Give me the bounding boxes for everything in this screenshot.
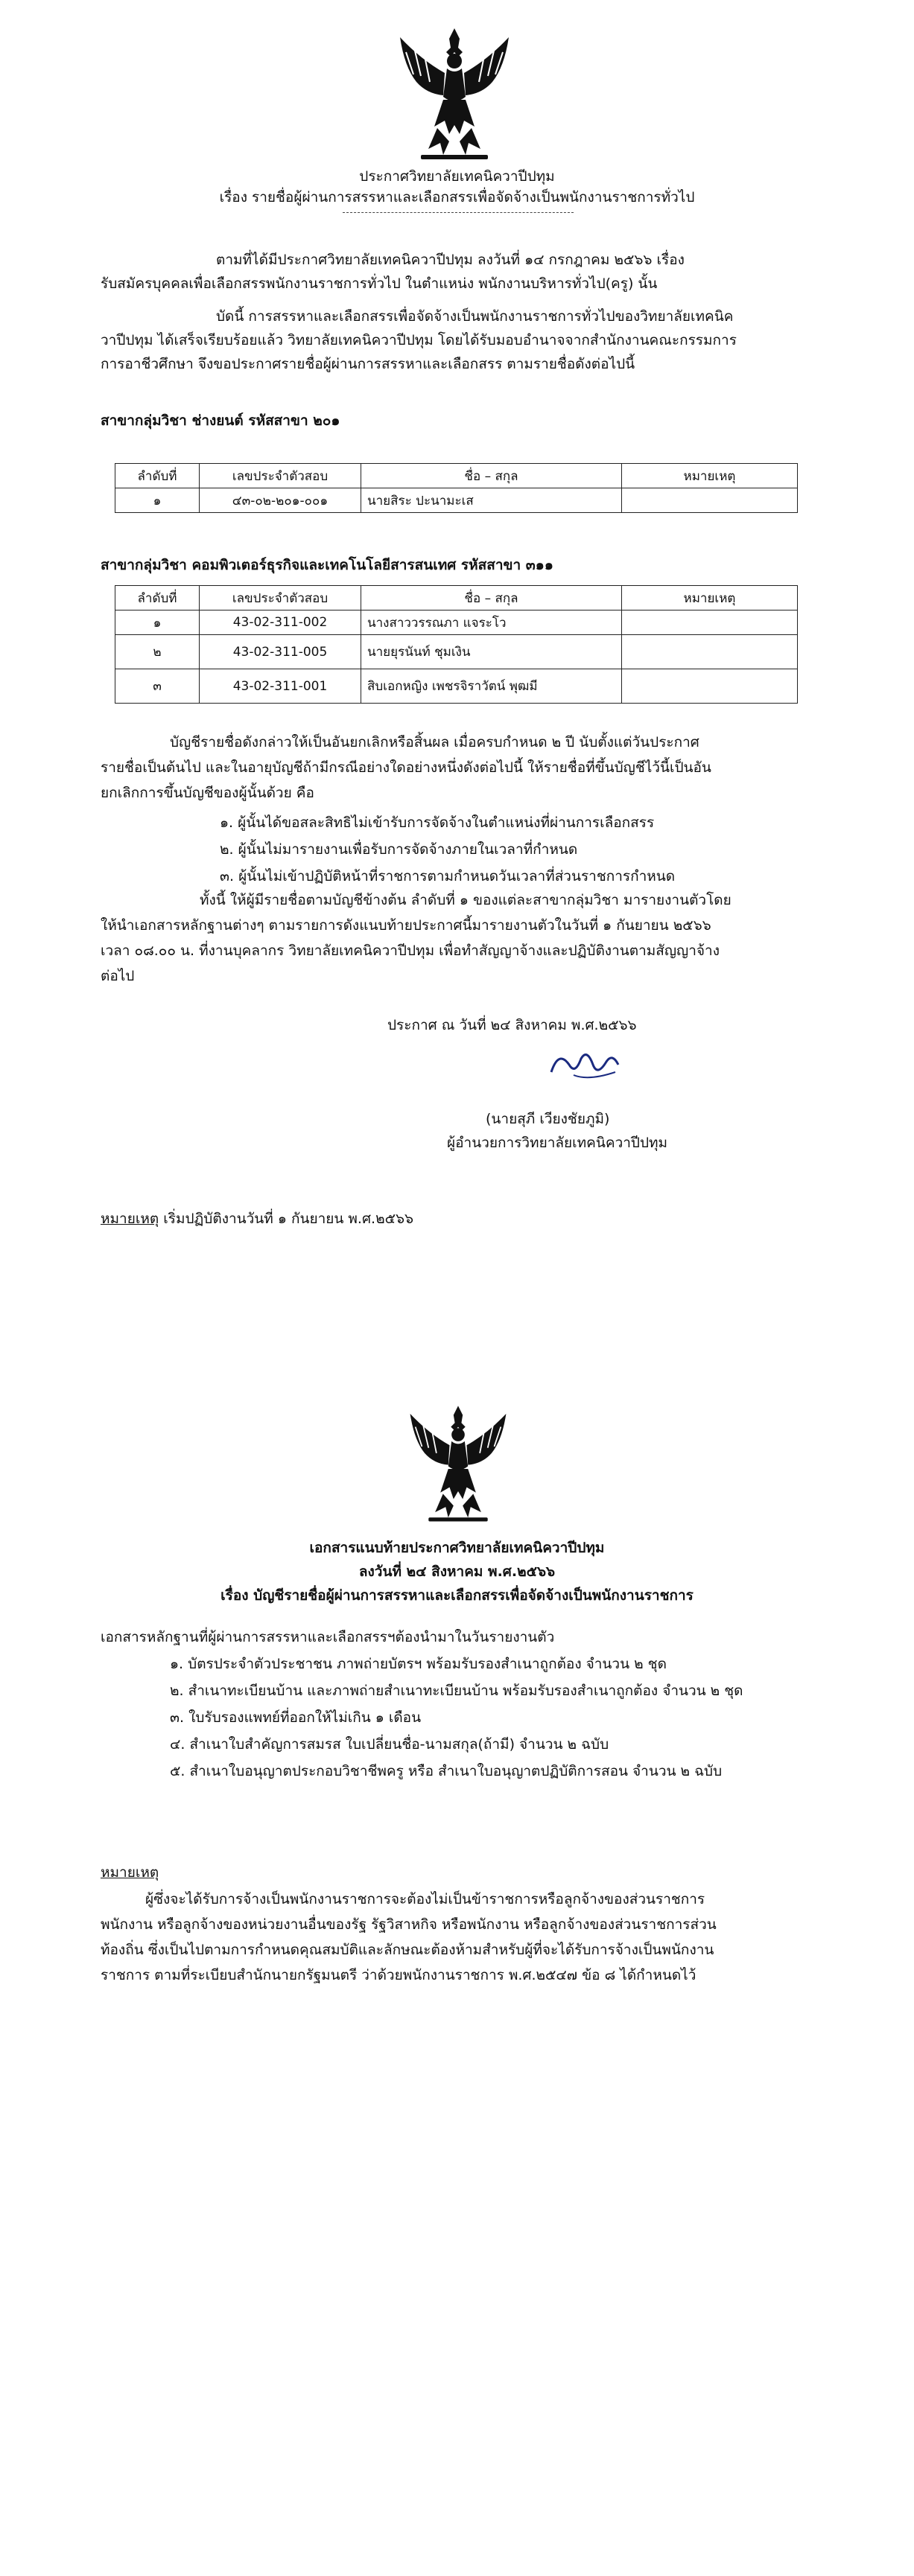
paragraph-line: ให้นำเอกสารหลักฐานต่างๆ ตามรายการดังแนบท้ายประกาศนี้มารายงานตัวในวันที่ ๑ กันยายน ๒๕๖๖: [101, 917, 711, 934]
table-row: [115, 610, 798, 635]
document-item: ๓. ใบรับรองแพทย์ที่ออกให้ไม่เกิน ๑ เดือน: [170, 1709, 422, 1726]
condition-item: ๒. ผู้นั้นไม่มารายงานเพื่อรับการจัดจ้างภายในเวลาที่กำหนด: [220, 841, 578, 858]
row-number: ๑: [115, 488, 200, 513]
attachment-header: เอกสารแนบท้ายประกาศวิทยาลัยเทคนิควาปีปทุม: [309, 1540, 605, 1556]
document-item: ๒. สำเนาทะเบียนบ้าน และภาพถ่ายสำเนาทะเบียนบ้าน พร้อมรับรองสำเนาถูกต้อง จำนวน ๒ ชุด: [170, 1683, 743, 1699]
candidate-name: นางสาววรรณภา แจระโว: [361, 610, 622, 635]
garuda-emblem: [402, 1400, 514, 1526]
paragraph-line: ตามที่ได้มีประกาศวิทยาลัยเทคนิควาปีปทุม ลงวันที่ ๑๔ กรกฎาคม ๒๕๖๖ เรื่อง: [216, 252, 685, 268]
signature: [544, 1042, 626, 1087]
column-header: ลำดับที่: [115, 464, 200, 488]
paragraph-line: รับสมัครบุคคลเพื่อเลือกสรรพนักงานราชการทั่วไป ในตำแหน่ง พนักงานบริหารทั่วไป(ครู) นั้น: [101, 275, 658, 292]
candidate-name: นายสิระ ปะนามะเส: [361, 488, 622, 513]
row-number: ๓: [115, 669, 200, 704]
paragraph-line: ทั้งนี้ ให้ผู้มีรายชื่อตามบัญชีข้างต้น ลำดับที่ ๑ ของแต่ละสาขากลุ่มวิชา มารายงานตัวโดย: [200, 892, 731, 908]
note-cell: [622, 669, 798, 704]
column-header: ลำดับที่: [115, 586, 200, 610]
row-number: ๑: [115, 610, 200, 635]
document-item: ๕. สำเนาใบอนุญาตประกอบวิชาชีพครู หรือ สำเนาใบอนุญาตปฏิบัติการสอน จำนวน ๒ ฉบับ: [170, 1763, 723, 1779]
paragraph-line: การอาชีวศึกษา จึงขอประกาศรายชื่อผู้ผ่านการสรรหาและเลือกสรร ตามรายชื่อดังต่อไปนี้: [101, 356, 635, 372]
table-row: [115, 635, 798, 669]
paragraph-line: บัญชีรายชื่อดังกล่าวให้เป็นอันยกเลิกหรือสิ้นผล เมื่อครบกำหนด ๒ ปี นับตั้งแต่วันประกาศ: [170, 734, 699, 750]
column-header: หมายเหตุ: [622, 586, 798, 610]
announcement-header: ประกาศวิทยาลัยเทคนิควาปีปทุม: [359, 168, 555, 185]
condition-item: ๓. ผู้นั้นไม่เข้าปฏิบัติหน้าที่ราชการตามกำหนดวันเวลาที่ส่วนราชการกำหนด: [220, 868, 676, 884]
paragraph-line: บัดนี้ การสรรหาและเลือกสรรเพื่อจัดจ้างเป็นพนักงานราชการทั่วไปของวิทยาลัยเทคนิค: [216, 308, 734, 325]
attachment-subject: เรื่อง บัญชีรายชื่อผู้ผ่านการสรรหาและเลือกสรรเพื่อจัดจ้างเป็นพนักงานราชการ: [220, 1587, 694, 1604]
signer-name: (นายสุภี เวียงชัยภูมิ): [486, 1111, 610, 1127]
exam-id: 43-02-311-001: [200, 669, 361, 704]
remark-text: เริ่มปฏิบัติงานวันที่ ๑ กันยายน พ.ศ.๒๕๖๖: [159, 1211, 414, 1227]
remark-line: ผู้ซึ่งจะได้รับการจ้างเป็นพนักงานราชการจะต้องไม่เป็นข้าราชการหรือลูกจ้างของส่วนราชการ: [145, 1891, 705, 1907]
documents-intro: เอกสารหลักฐานที่ผู้ผ่านการสรรหาและเลือกสรรฯต้องนำมาในวันรายงานตัว: [101, 1629, 555, 1645]
note-cell: [622, 488, 798, 513]
remark-line: ราชการ ตามที่ระเบียบสำนักนายกรัฐมนตรี ว่าด้วยพนักงานราชการ พ.ศ.๒๕๔๗ ข้อ ๘ ได้กำหนดไว้: [101, 1967, 696, 1983]
table-row: [115, 488, 798, 513]
results-table-2: [115, 585, 798, 704]
attachment-date: ลงวันที่ ๒๔ สิงหาคม พ.ศ.๒๕๖๖: [358, 1563, 556, 1580]
column-header: ชื่อ – สกุล: [361, 586, 622, 610]
note-cell: [622, 610, 798, 635]
column-header: เลขประจำตัวสอบ: [200, 586, 361, 610]
column-header: หมายเหตุ: [622, 464, 798, 488]
candidate-name: สิบเอกหญิง เพชรจิราวัตน์ พุฒมี: [361, 669, 622, 704]
announce-date: ประกาศ ณ วันที่ ๒๔ สิงหาคม พ.ศ.๒๕๖๖: [387, 1017, 637, 1033]
remark-label: หมายเหตุ: [101, 1864, 159, 1881]
paragraph-line: รายชื่อเป็นต้นไป และในอายุบัญชีถ้ามีกรณีอย่างใดอย่างหนึ่งดังต่อไปนี้ ให้รายชื่อที่ขึ้นบัญชีไว้นี้เป็นอัน: [101, 759, 711, 776]
condition-item: ๑. ผู้นั้นได้ขอสละสิทธิไม่เข้ารับการจัดจ้างในตำแหน่งที่ผ่านการเลือกสรร: [220, 814, 655, 831]
exam-id: ๔๓-๐๒-๒๐๑-๐๐๑: [200, 488, 361, 513]
document-item: ๔. สำเนาใบสำคัญการสมรส ใบเปลี่ยนชื่อ-นามสกุล(ถ้ามี) จำนวน ๒ ฉบับ: [170, 1736, 609, 1753]
exam-id: 43-02-311-005: [200, 635, 361, 669]
remark-line: ท้องถิ่น ซึ่งเป็นไปตามการกำหนดคุณสมบัติและลักษณะต้องห้ามสำหรับผู้ที่จะได้รับการจ้างเป็นพนักงาน: [101, 1942, 714, 1958]
paragraph-line: ยกเลิกการขึ้นบัญชีของผู้นั้นด้วย คือ: [101, 785, 314, 801]
remark-label: หมายเหตุ: [101, 1211, 159, 1227]
exam-id: 43-02-311-002: [200, 610, 361, 635]
results-table-1: [115, 463, 798, 513]
announcement-subject: เรื่อง รายชื่อผู้ผ่านการสรรหาและเลือกสรรเพื่อจัดจ้างเป็นพนักงานราชการทั่วไป: [219, 189, 695, 205]
paragraph-line: วาปีปทุม ได้เสร็จเรียบร้อยแล้ว วิทยาลัยเทคนิควาปีปทุม โดยได้รับมอบอำนาจจากสำนักงานคณะกรรมการ: [101, 332, 737, 348]
remark: [101, 1208, 413, 1230]
garuda-emblem: [391, 22, 518, 164]
column-header: เลขประจำตัวสอบ: [200, 464, 361, 488]
signer-title: ผู้อำนวยการวิทยาลัยเทคนิควาปีปทุม: [447, 1135, 668, 1151]
section-title: สาขากลุ่มวิชา คอมพิวเตอร์ธุรกิจและเทคโนโลยีสารสนเทศ รหัสสาขา ๓๑๑: [101, 557, 553, 573]
row-number: ๒: [115, 635, 200, 669]
candidate-name: นายยุรนันท์ ชุมเงิน: [361, 635, 622, 669]
document-item: ๑. บัตรประจำตัวประชาชน ภาพถ่ายบัตรฯ พร้อมรับรองสำเนาถูกต้อง จำนวน ๒ ชุด: [170, 1656, 667, 1672]
column-header: ชื่อ – สกุล: [361, 464, 622, 488]
paragraph-line: ต่อไป: [101, 968, 135, 984]
table-row: [115, 669, 798, 704]
divider: [343, 212, 574, 213]
paragraph-line: เวลา ๐๘.๐๐ น. ที่งานบุคลากร วิทยาลัยเทคนิควาปีปทุม เพื่อทำสัญญาจ้างและปฏิบัติงานตามสัญญาจ้าง: [101, 943, 720, 959]
remark-line: พนักงาน หรือลูกจ้างของหน่วยงานอื่นของรัฐ รัฐวิสาหกิจ หรือพนักงาน หรือลูกจ้างของส่วนราชการส่วน: [101, 1916, 717, 1933]
section-title: สาขากลุ่มวิชา ช่างยนต์ รหัสสาขา ๒๐๑: [101, 412, 340, 429]
note-cell: [622, 635, 798, 669]
